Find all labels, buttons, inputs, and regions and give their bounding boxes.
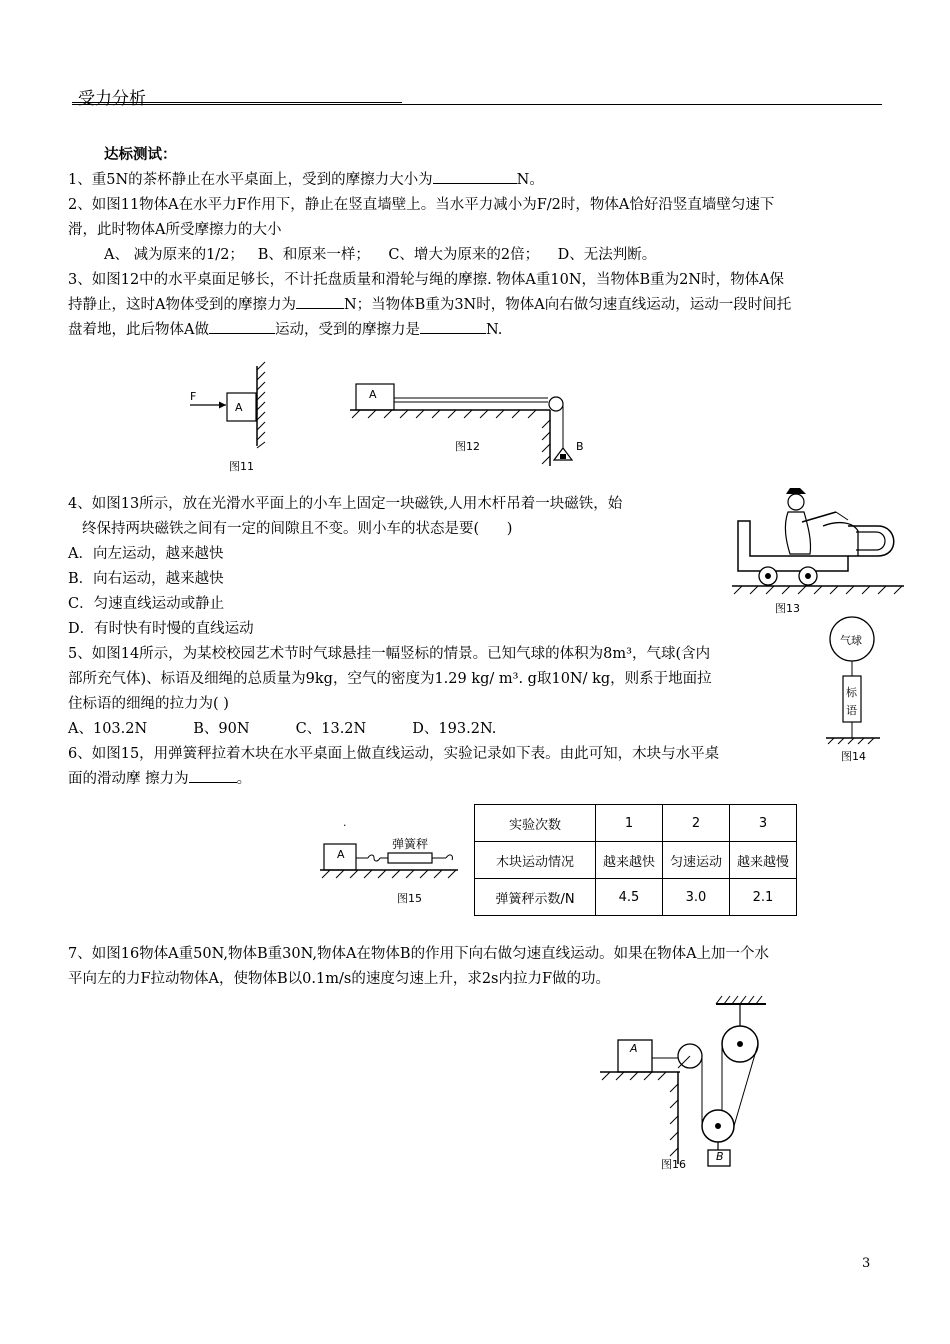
table-cell: 3.0 <box>663 879 730 916</box>
question-3-text-c: 盘着地，此后物体A做 <box>68 322 209 338</box>
figure-11-force-label: F <box>190 390 197 403</box>
question-6-line-1: 6、如图15，用弹簧秤拉着木块在水平桌面上做直线运动，实验记录如下表。由此可知，木块与水平桌 <box>68 746 720 762</box>
figure-15-scale-label: 弹簧秤 <box>392 837 429 851</box>
figure-15-dot: . <box>343 816 347 829</box>
question-4-line-1: 4、如图13所示，放在光滑水平面上的小车上固定一块磁铁,人用木杆吊着一块磁铁，始 <box>68 496 623 512</box>
table-header-cell: 3 <box>730 805 797 842</box>
question-6-end: 。 <box>236 771 252 787</box>
question-3-line-2 <box>68 293 791 318</box>
figure-13-cart-illustration <box>728 486 908 611</box>
table-cell: 越来越快 <box>596 842 663 879</box>
question-5-options: A、103.2N B、90N C、13.2N D、193.2N. <box>68 721 497 737</box>
table-row <box>475 879 797 916</box>
figure-13-caption: 图13 <box>775 602 800 615</box>
figure-11-block-label: A <box>235 401 243 414</box>
table-cell: 4.5 <box>596 879 663 916</box>
figure-12-diagram <box>346 380 586 470</box>
question-7-line-1: 7、如图16物体A重50N,物体B重30N,物体A在物体B的作用下向右做匀速直线运动。如果在物体A上加一个水 <box>68 946 770 962</box>
question-5-line-3: 住标语的细绳的拉力为( ) <box>68 696 229 712</box>
answer-blank <box>209 319 275 334</box>
table-cell: 弹簧秤示数/N <box>475 879 596 916</box>
table-cell: 匀速运动 <box>663 842 730 879</box>
header-underline <box>72 102 402 103</box>
figure-12-caption: 图12 <box>455 440 480 453</box>
figure-14-caption: 图14 <box>841 750 866 763</box>
question-2-line-2: 滑，此时物体A所受摩擦力的大小 <box>68 222 282 238</box>
figure-16-pulley-diagram <box>598 994 778 1174</box>
figure-14-balloon-label: 气球 <box>840 634 862 647</box>
figure-16-block-a-label: A <box>630 1042 638 1055</box>
question-1-text: 1、重5N的茶杯静止在水平桌面上，受到的摩擦力大小为 <box>68 172 433 188</box>
figure-14-banner-label-1: 标 <box>846 686 857 699</box>
question-2-options: A、 减为原来的1/2； B、和原来一样； C、增大为原来的2倍； D、无法判断。 <box>104 247 657 263</box>
figure-15-caption: 图15 <box>397 892 422 905</box>
table-row <box>475 805 797 842</box>
question-2-line-1: 2、如图11物体A在水平力F作用下，静止在竖直墙壁上。当水平力减小为F/2时，物体A恰好沿竖直墙壁匀速下 <box>68 197 775 213</box>
answer-blank <box>433 169 517 184</box>
question-7-line-2: 平向左的力F拉动物体A，使物体B以0.1m/s的速度匀速上升，求2s内拉力F做的功。 <box>68 971 611 987</box>
table-header-cell: 2 <box>663 805 730 842</box>
question-3-line-1: 3、如图12中的水平桌面足够长，不计托盘质量和滑轮与绳的摩擦. 物体A重10N，当物体B重为2N时，物体A保 <box>68 272 785 288</box>
question-5-line-1: 5、如图14所示，为某校校园艺术节时气球悬挂一幅竖标的情景。已知气球的体积为8m³，气球(含内 <box>68 646 711 662</box>
table-cell: 2.1 <box>730 879 797 916</box>
experiment-record-table <box>474 804 797 916</box>
question-5-line-2: 部所充气体)、标语及细绳的总质量为9kg，空气的密度为1.29 kg/ m³. g取10N/ kg，则系于地面拉 <box>68 671 712 687</box>
question-6-text: 面的滑动摩 擦力为 <box>68 771 189 787</box>
question-6-line-2 <box>68 767 251 792</box>
question-3-text-d: 运动，受到的摩擦力是 <box>274 322 420 338</box>
answer-blank <box>296 294 344 309</box>
table-header-cell: 实验次数 <box>475 805 596 842</box>
table-header-cell: 1 <box>596 805 663 842</box>
figure-14-banner-label-2: 语 <box>846 704 857 717</box>
table-cell: 越来越慢 <box>730 842 797 879</box>
question-4-option-a: A．向左运动，越来越快 <box>68 546 224 562</box>
question-3-line-3 <box>68 318 502 343</box>
question-4-option-b: B．向右运动，越来越快 <box>68 571 224 587</box>
table-row <box>475 842 797 879</box>
question-3-text-a: 持静止，这时A物体受到的摩擦力为 <box>68 297 296 313</box>
figure-15-block-label: A <box>337 848 345 861</box>
question-3-text-e: N. <box>485 322 503 338</box>
figure-16-block-b-label: B <box>716 1150 724 1163</box>
figure-11-caption: 图11 <box>229 460 254 473</box>
table-cell: 木块运动情况 <box>475 842 596 879</box>
question-4-option-c: C．匀速直线运动或静止 <box>68 596 225 612</box>
answer-blank <box>189 768 237 783</box>
header-rule <box>72 104 882 105</box>
question-4-line-2: 终保持两块磁铁之间有一定的间隙且不变。则小车的状态是要( ) <box>82 521 513 537</box>
page-header-title: 受力分析 <box>78 89 146 109</box>
section-title: 达标测试： <box>104 147 177 163</box>
question-4-option-d: D．有时快有时慢的直线运动 <box>68 621 254 637</box>
answer-blank <box>420 319 486 334</box>
figure-16-caption: 图16 <box>661 1158 686 1171</box>
figure-12-block-a-label: A <box>369 388 377 401</box>
question-1 <box>68 168 544 193</box>
page-number: 3 <box>862 1256 871 1271</box>
question-1-unit: N。 <box>516 172 544 188</box>
question-3-text-b: N；当物体B重为3N时，物体A向右做匀速直线运动，运动一段时间托 <box>343 297 792 313</box>
figure-12-block-b-label: B <box>576 440 584 453</box>
